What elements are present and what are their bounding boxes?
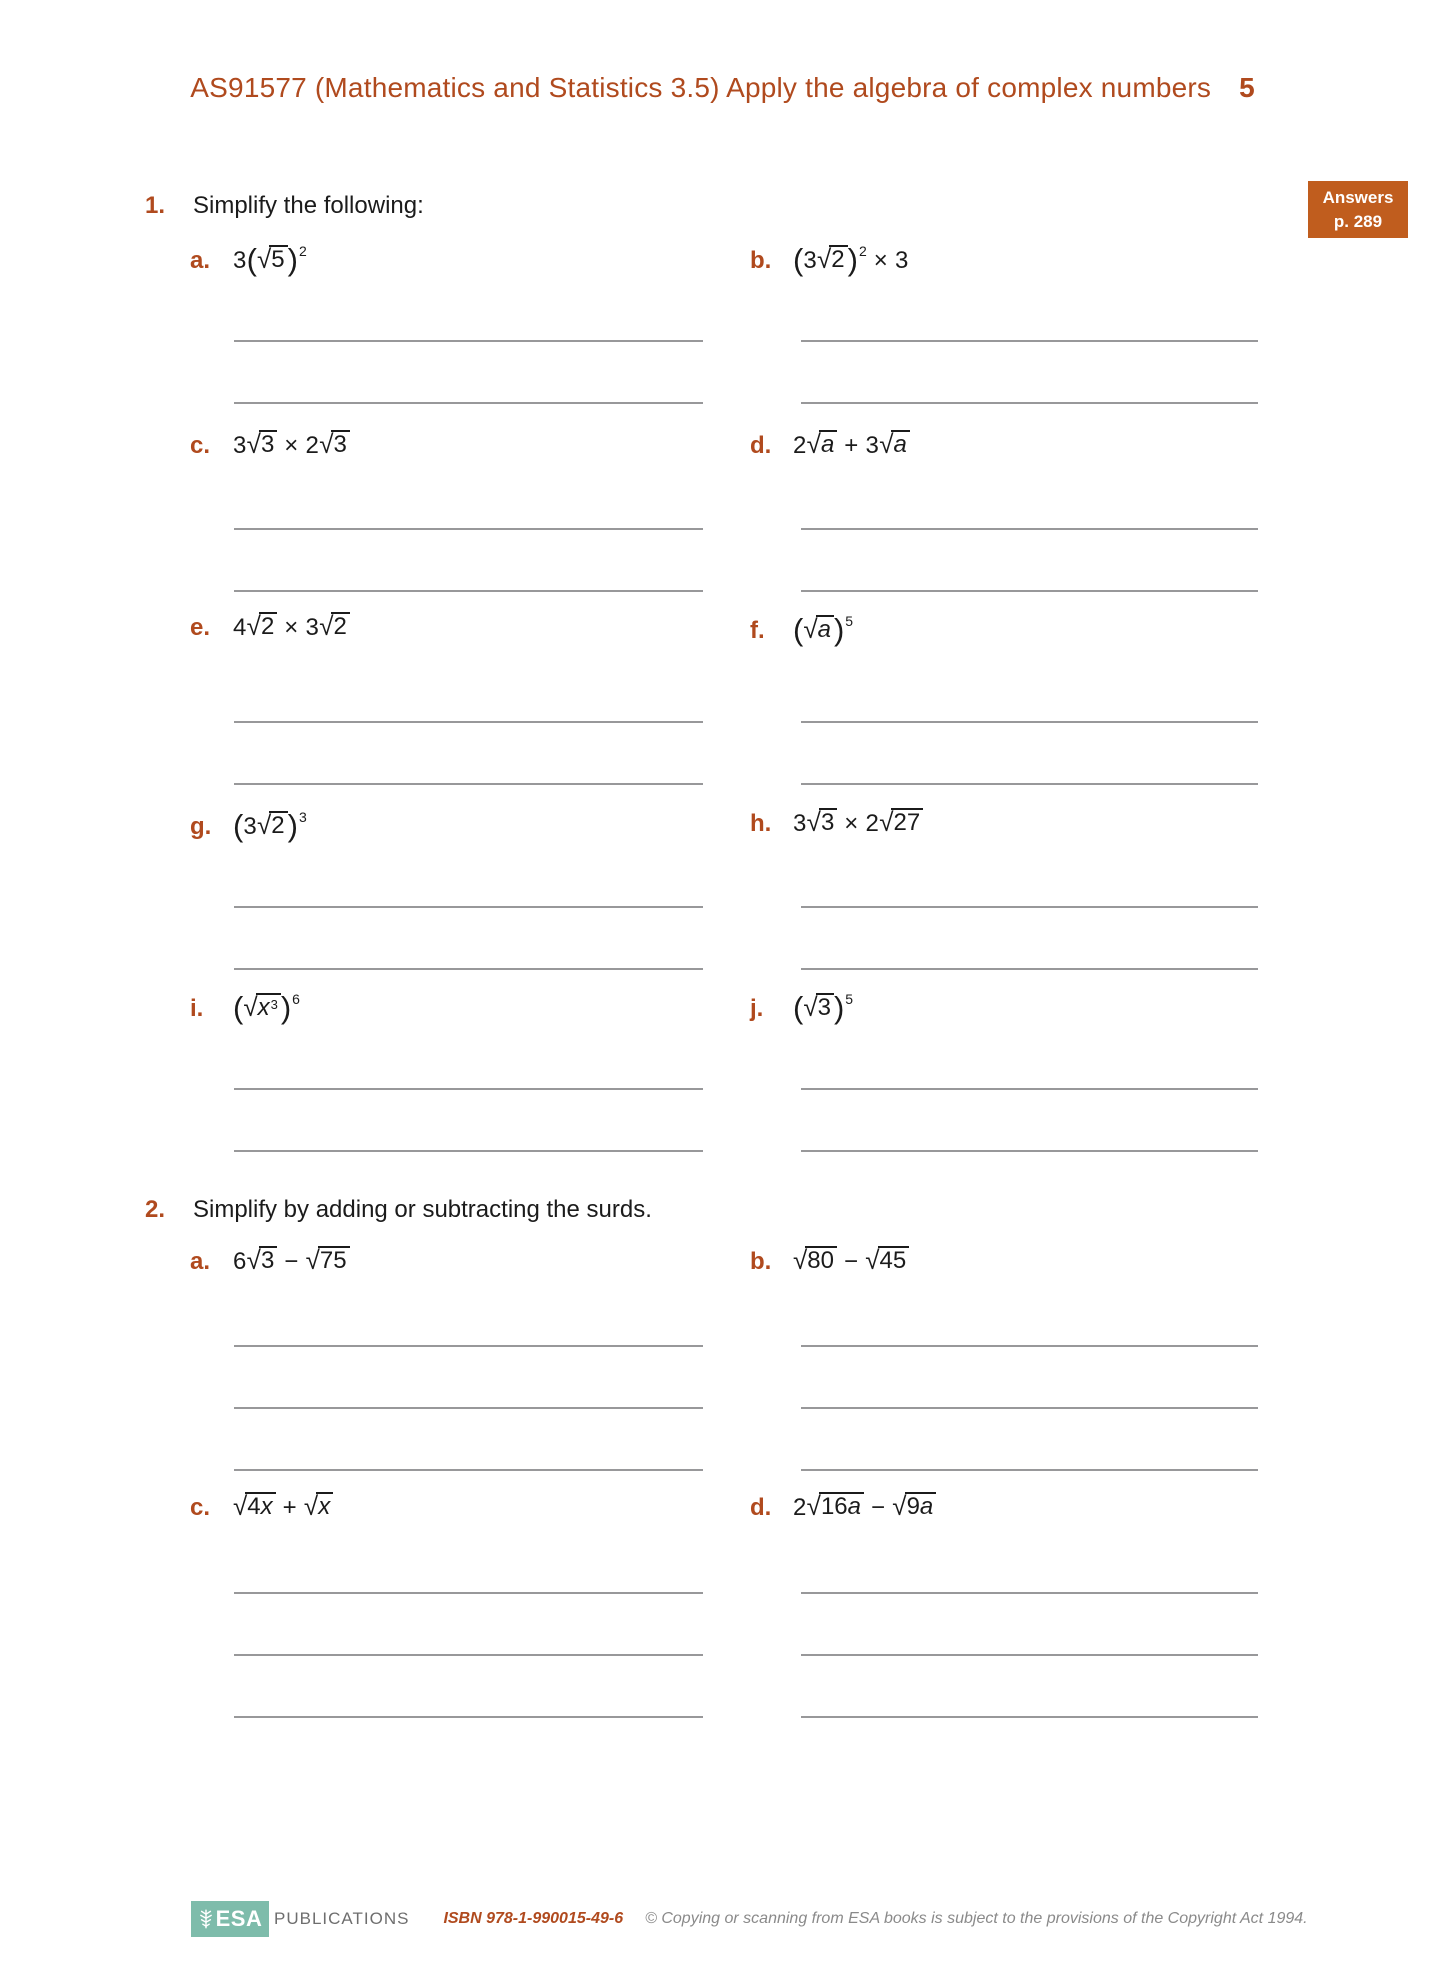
exponent: 5 — [845, 613, 854, 629]
part-1g — [190, 808, 307, 841]
radical — [807, 808, 838, 836]
radicand: 45 — [878, 1246, 910, 1274]
radical — [247, 430, 278, 458]
question-1-heading — [145, 192, 424, 220]
part-label: b. — [750, 247, 772, 274]
question-2-heading — [145, 1196, 652, 1224]
radical — [865, 1246, 909, 1274]
part-1j — [750, 990, 853, 1023]
paren: ( — [233, 990, 244, 1025]
esa-logo-text: ESA — [215, 1906, 263, 1931]
answers-box-label: Answers — [1322, 187, 1394, 207]
exponent: 2 — [858, 243, 867, 259]
part-label: e. — [190, 614, 211, 641]
answer-line — [234, 1345, 703, 1347]
math-text: 2 — [793, 1494, 807, 1521]
math-text: × 3 — [277, 614, 320, 641]
exponent: 6 — [292, 991, 300, 1007]
answer-line — [801, 1592, 1258, 1594]
answer-line — [234, 1407, 703, 1409]
paren: ( — [246, 242, 257, 277]
radical-sign: √ — [256, 810, 272, 840]
paren: ( — [793, 990, 804, 1025]
part-label: d. — [750, 432, 772, 459]
part-label: h. — [750, 810, 772, 837]
math-expression — [233, 1491, 333, 1521]
answers-reference-box — [1308, 181, 1408, 238]
answer-line — [234, 1150, 703, 1152]
answer-line — [801, 402, 1258, 404]
part-1h — [750, 808, 923, 838]
radical-sign: √ — [246, 611, 261, 641]
radical — [243, 993, 281, 1024]
radical — [793, 1246, 837, 1274]
math-text: 3 — [233, 247, 247, 274]
radical — [803, 993, 834, 1021]
radicand: 16a — [819, 1492, 864, 1520]
math-expression — [233, 990, 300, 1025]
radical — [807, 1492, 864, 1520]
isbn-label: ISBN 978-1-990015-49-6 — [443, 1910, 624, 1927]
answer-line — [801, 340, 1258, 342]
radical-sign: √ — [803, 992, 818, 1022]
radical-sign: √ — [803, 614, 818, 644]
math-expression — [793, 1245, 909, 1275]
part-label: a. — [190, 1248, 211, 1275]
part-label: a. — [190, 247, 211, 274]
answer-line — [234, 783, 703, 785]
math-text: 3 — [793, 810, 807, 837]
radicand-exponent: 3 — [270, 997, 278, 1012]
math-text: × 2 — [277, 432, 320, 459]
answer-line — [801, 590, 1258, 592]
math-text: + — [275, 1494, 304, 1521]
radicand: 3 — [816, 993, 834, 1021]
radicand: 3 — [259, 430, 277, 458]
part-label: c. — [190, 1494, 211, 1521]
radicand: x — [316, 1492, 333, 1520]
part-1f — [750, 612, 853, 645]
radical-sign: √ — [879, 807, 894, 837]
part-label: j. — [750, 995, 764, 1022]
radical — [807, 430, 838, 458]
radicand: 27 — [891, 808, 923, 836]
answer-line — [801, 1345, 1258, 1347]
radical — [247, 612, 278, 640]
part-label: b. — [750, 1248, 772, 1275]
math-text: 3 — [233, 432, 247, 459]
math-text: × 2 — [837, 810, 880, 837]
radicand: 3 — [259, 1246, 277, 1274]
part-label: g. — [190, 813, 212, 840]
radicand: a — [891, 430, 909, 458]
radical — [817, 245, 848, 273]
part-1a — [190, 242, 307, 275]
radicand: 80 — [805, 1246, 837, 1274]
radicand: $x^3$ — [256, 993, 281, 1024]
radical-sign: √ — [806, 807, 821, 837]
radicand: 75 — [318, 1246, 350, 1274]
answer-line — [801, 1716, 1258, 1718]
answer-line — [234, 906, 703, 908]
page-title: AS91577 (Mathematics and Statistics 3.5) Apply the algebra of complex numbers — [190, 72, 1212, 103]
answer-line — [801, 783, 1258, 785]
radical — [803, 615, 834, 643]
esa-logo — [191, 1901, 269, 1937]
answer-line — [801, 1088, 1258, 1090]
radical-sign: √ — [806, 429, 821, 459]
answer-line — [234, 1088, 703, 1090]
part-1d — [750, 430, 910, 460]
answer-line — [801, 528, 1258, 530]
radical — [257, 245, 288, 273]
radicand: 2 — [269, 811, 287, 839]
answer-line — [234, 1469, 703, 1471]
radicand: 5 — [269, 245, 287, 273]
radical — [257, 811, 288, 839]
radical-sign: √ — [303, 1491, 319, 1521]
math-expression — [793, 242, 909, 277]
radical-sign: √ — [892, 1491, 907, 1521]
answer-line — [234, 402, 703, 404]
radical — [233, 1492, 276, 1520]
radicand: 3 — [331, 430, 349, 458]
radical — [879, 430, 910, 458]
part-1e — [190, 612, 350, 642]
radical-sign: √ — [246, 429, 261, 459]
radicand: 4x — [245, 1492, 275, 1520]
radicand: 2 — [829, 245, 847, 273]
math-expression — [233, 1245, 350, 1275]
paren: ) — [833, 612, 845, 647]
part-label: d. — [750, 1494, 772, 1521]
radical — [319, 612, 350, 640]
paren: ) — [287, 242, 298, 277]
radicand: a — [819, 430, 837, 458]
radical — [247, 1246, 278, 1274]
math-expression — [233, 242, 307, 277]
part-1b — [750, 242, 909, 275]
answer-line — [801, 1407, 1258, 1409]
page-number: 5 — [1239, 72, 1255, 103]
math-text: 2 — [793, 432, 807, 459]
answer-line — [234, 340, 703, 342]
math-expression — [233, 611, 350, 641]
part-label: f. — [750, 617, 765, 644]
answers-box-page: p. 289 — [1333, 211, 1383, 231]
radical-sign: √ — [246, 1245, 261, 1275]
radical-sign: √ — [319, 429, 334, 459]
math-expression — [793, 807, 923, 837]
radical-sign: √ — [319, 611, 334, 641]
radicand: a — [816, 615, 834, 643]
part-2d — [750, 1492, 936, 1522]
math-text: 3 — [803, 247, 817, 274]
answer-line — [801, 1469, 1258, 1471]
radicand: 3 — [819, 808, 837, 836]
paren: ) — [287, 808, 298, 843]
math-text: − — [864, 1494, 893, 1521]
paren: ) — [833, 990, 845, 1025]
radical-sign: √ — [233, 1491, 248, 1521]
answer-line — [801, 721, 1258, 723]
paren: ( — [793, 242, 804, 277]
exponent: 2 — [298, 243, 307, 259]
part-1c — [190, 430, 350, 460]
question-prompt: Simplify by adding or subtracting the surds. — [193, 1196, 652, 1223]
math-expression — [233, 429, 350, 459]
answer-line — [801, 1150, 1258, 1152]
radicand: 2 — [331, 612, 349, 640]
math-text: 3 — [243, 813, 257, 840]
part-label: c. — [190, 432, 211, 459]
math-expression — [793, 612, 854, 647]
math-text: − — [277, 1248, 306, 1275]
radical-sign: √ — [806, 1491, 821, 1521]
radical — [892, 1492, 936, 1520]
math-text: × 3 — [866, 247, 909, 274]
radical — [879, 808, 923, 836]
math-expression — [793, 990, 854, 1025]
part-2b — [750, 1246, 909, 1276]
part-label: i. — [190, 995, 204, 1022]
exponent: 5 — [845, 991, 854, 1007]
question-prompt: Simplify the following: — [193, 192, 424, 219]
math-text: − — [837, 1248, 866, 1275]
radicand: 2 — [259, 612, 277, 640]
radical-sign: √ — [865, 1245, 880, 1275]
question-number: 2. — [145, 1196, 166, 1223]
answer-line — [234, 528, 703, 530]
paren: ) — [847, 242, 858, 277]
paren: ( — [793, 612, 804, 647]
exponent: 3 — [298, 809, 307, 825]
math-expression — [793, 429, 910, 459]
radical — [306, 1246, 350, 1274]
radical — [304, 1492, 333, 1520]
copyright-notice: © Copying or scanning from ESA books is subject to the provisions of the Copyright Act 1994. — [645, 1910, 1308, 1927]
math-expression — [233, 808, 307, 843]
answer-line — [234, 721, 703, 723]
radical-sign: √ — [256, 244, 272, 274]
page-header — [0, 72, 1445, 104]
radical-sign: √ — [243, 992, 258, 1022]
paren: ) — [280, 990, 292, 1025]
radical — [319, 430, 350, 458]
math-text: 4 — [233, 614, 247, 641]
radicand: 9a — [905, 1492, 937, 1520]
answer-line — [234, 1654, 703, 1656]
fern-icon — [198, 1907, 214, 1931]
radical-sign: √ — [816, 244, 832, 274]
radical-sign: √ — [793, 1245, 808, 1275]
part-2a — [190, 1246, 350, 1276]
answer-line — [234, 590, 703, 592]
answer-line — [234, 1592, 703, 1594]
paren: ( — [233, 808, 244, 843]
answer-line — [801, 968, 1258, 970]
math-text: 6 — [233, 1248, 247, 1275]
radical-sign: √ — [305, 1245, 320, 1275]
part-2c — [190, 1492, 333, 1522]
math-text: + 3 — [837, 432, 880, 459]
answer-line — [801, 1654, 1258, 1656]
answer-line — [234, 968, 703, 970]
part-1i — [190, 990, 300, 1024]
math-expression — [793, 1491, 936, 1521]
radical-sign: √ — [879, 429, 894, 459]
answer-line — [801, 906, 1258, 908]
answer-line — [234, 1716, 703, 1718]
publisher-label: PUBLICATIONS — [274, 1909, 410, 1928]
question-number: 1. — [145, 192, 166, 219]
footer — [191, 1901, 1308, 1937]
